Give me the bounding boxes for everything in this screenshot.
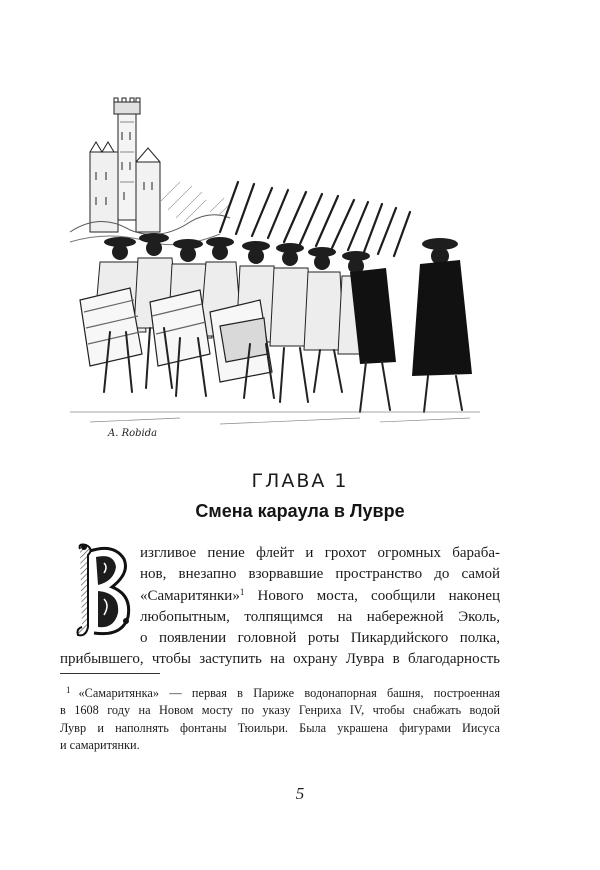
body-line: прибывшего, чтобы заступить на охрану Лувра в благодарность bbox=[60, 651, 500, 668]
body-line: о появлении головной роты Пикардийского полка, bbox=[140, 630, 500, 647]
chapter-body-text bbox=[60, 543, 500, 671]
body-line: нов, внезапно взорвавшие пространство до самой bbox=[140, 566, 500, 583]
footnote bbox=[60, 682, 500, 754]
footnote-divider bbox=[60, 673, 160, 674]
footnote-line: Лувр и наполнять фонтаны Тюильри. Была украшена фигурами Иисуса bbox=[60, 720, 500, 735]
chapter-illustration bbox=[60, 92, 492, 442]
footnote-text: «Самаритянка» — первая в Париже водонапорная башня, построенная bbox=[78, 686, 500, 700]
footnote-reference[interactable]: 1 bbox=[239, 586, 245, 597]
chapter-label: ГЛАВА 1 bbox=[251, 470, 349, 492]
illustration-signature: A. Robida bbox=[108, 428, 158, 439]
footnote-line: в 1608 году на Новом мосту по указу Генриха IV, чтобы снабжать водой bbox=[60, 703, 500, 718]
footnote-line bbox=[60, 682, 500, 702]
body-line bbox=[60, 586, 500, 607]
musketeer-march-engraving-icon bbox=[60, 92, 492, 442]
footnote-number: 1 bbox=[66, 685, 71, 695]
page-number: 5 bbox=[295, 784, 305, 803]
chapter-title: Смена караула в Лувре bbox=[195, 501, 405, 521]
drop-cap-letter: В bbox=[104, 637, 105, 638]
footnote-line: и самаритянки. bbox=[60, 737, 140, 752]
body-line-rest: Нового моста, сообщили наконец bbox=[257, 587, 500, 604]
body-line: любопытным, толпящимся на набережной Эколь, bbox=[140, 608, 500, 625]
body-line-quote: «Самаритянки» bbox=[140, 587, 240, 604]
body-line: изгливое пение флейт и грохот огромных бараба- bbox=[140, 545, 500, 561]
